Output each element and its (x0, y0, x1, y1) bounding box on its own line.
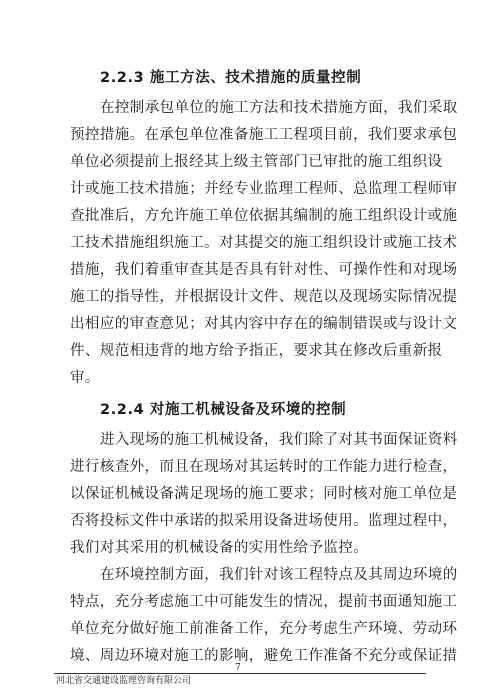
paragraph-line: 计或施工技术措施；并经专业监理工程师、总监理工程师审 (70, 181, 458, 197)
paragraph-line: 单位充分做好施工前准备工作，充分考虑生产环境、劳动环 (70, 621, 458, 637)
footer-company-name: 河北省交通建设监理咨询有限公司 (56, 676, 192, 686)
paragraph-line: 施工的指导性，并根据设计文件、规范以及现场实际情况提 (70, 289, 458, 305)
paragraph-line: 审。 (70, 370, 100, 386)
paragraph-line: 工技术措施组织施工。对其提交的施工组织设计或施工技术 (70, 235, 458, 251)
section-heading-2-2-3: 2.2.3 施工方法、技术措施的质量控制 (100, 70, 362, 86)
paragraph-line: 进入现场的施工机械设备，我们除了对其书面保证资料 (100, 432, 458, 448)
paragraph-line: 以保证机械设备满足现场的施工要求；同时核对施工单位是 (70, 486, 458, 502)
paragraph-line: 出相应的审查意见；对其内容中存在的编制错误或与设计文 (70, 316, 458, 332)
paragraph-line: 预控措施。在承包单位准备施工工程项目前，我们要求承包 (70, 127, 458, 143)
paragraph-line: 在控制承包单位的施工方法和技术措施方面，我们采取 (100, 100, 458, 116)
paragraph-line: 境、周边环境对施工的影响，避免工作准备不充分或保证措 (70, 648, 458, 664)
paragraph-line: 措施，我们着重审查其是否具有针对性、可操作性和对现场 (70, 262, 458, 278)
section-heading-2-2-4: 2.2.4 对施工机械设备及环境的控制 (100, 402, 347, 418)
paragraph-line: 在环境控制方面，我们针对该工程特点及其周边环境的 (100, 567, 458, 583)
paragraph-line: 特点，充分考虑施工中可能发生的情况，提前书面通知施工 (70, 594, 458, 610)
paragraph-line: 进行核查外，而且在现场对其运转时的工作能力进行检查， (70, 459, 458, 475)
paragraph-line: 我们对其采用的机械设备的实用性给予监控。 (70, 540, 368, 556)
paragraph-line: 查批准后，方允许施工单位依据其编制的施工组织设计或施 (70, 208, 458, 224)
paragraph-line: 单位必须提前上报经其上级主管部门已审批的施工组织设 (70, 154, 443, 170)
footer-divider (54, 673, 426, 674)
paragraph-line: 否将投标文件中承诺的拟采用设备进场使用。监理过程中， (70, 513, 458, 529)
paragraph-line: 件、规范相违背的地方给予指正，要求其在修改后重新报 (70, 343, 443, 359)
page-number: 7 (235, 663, 241, 673)
